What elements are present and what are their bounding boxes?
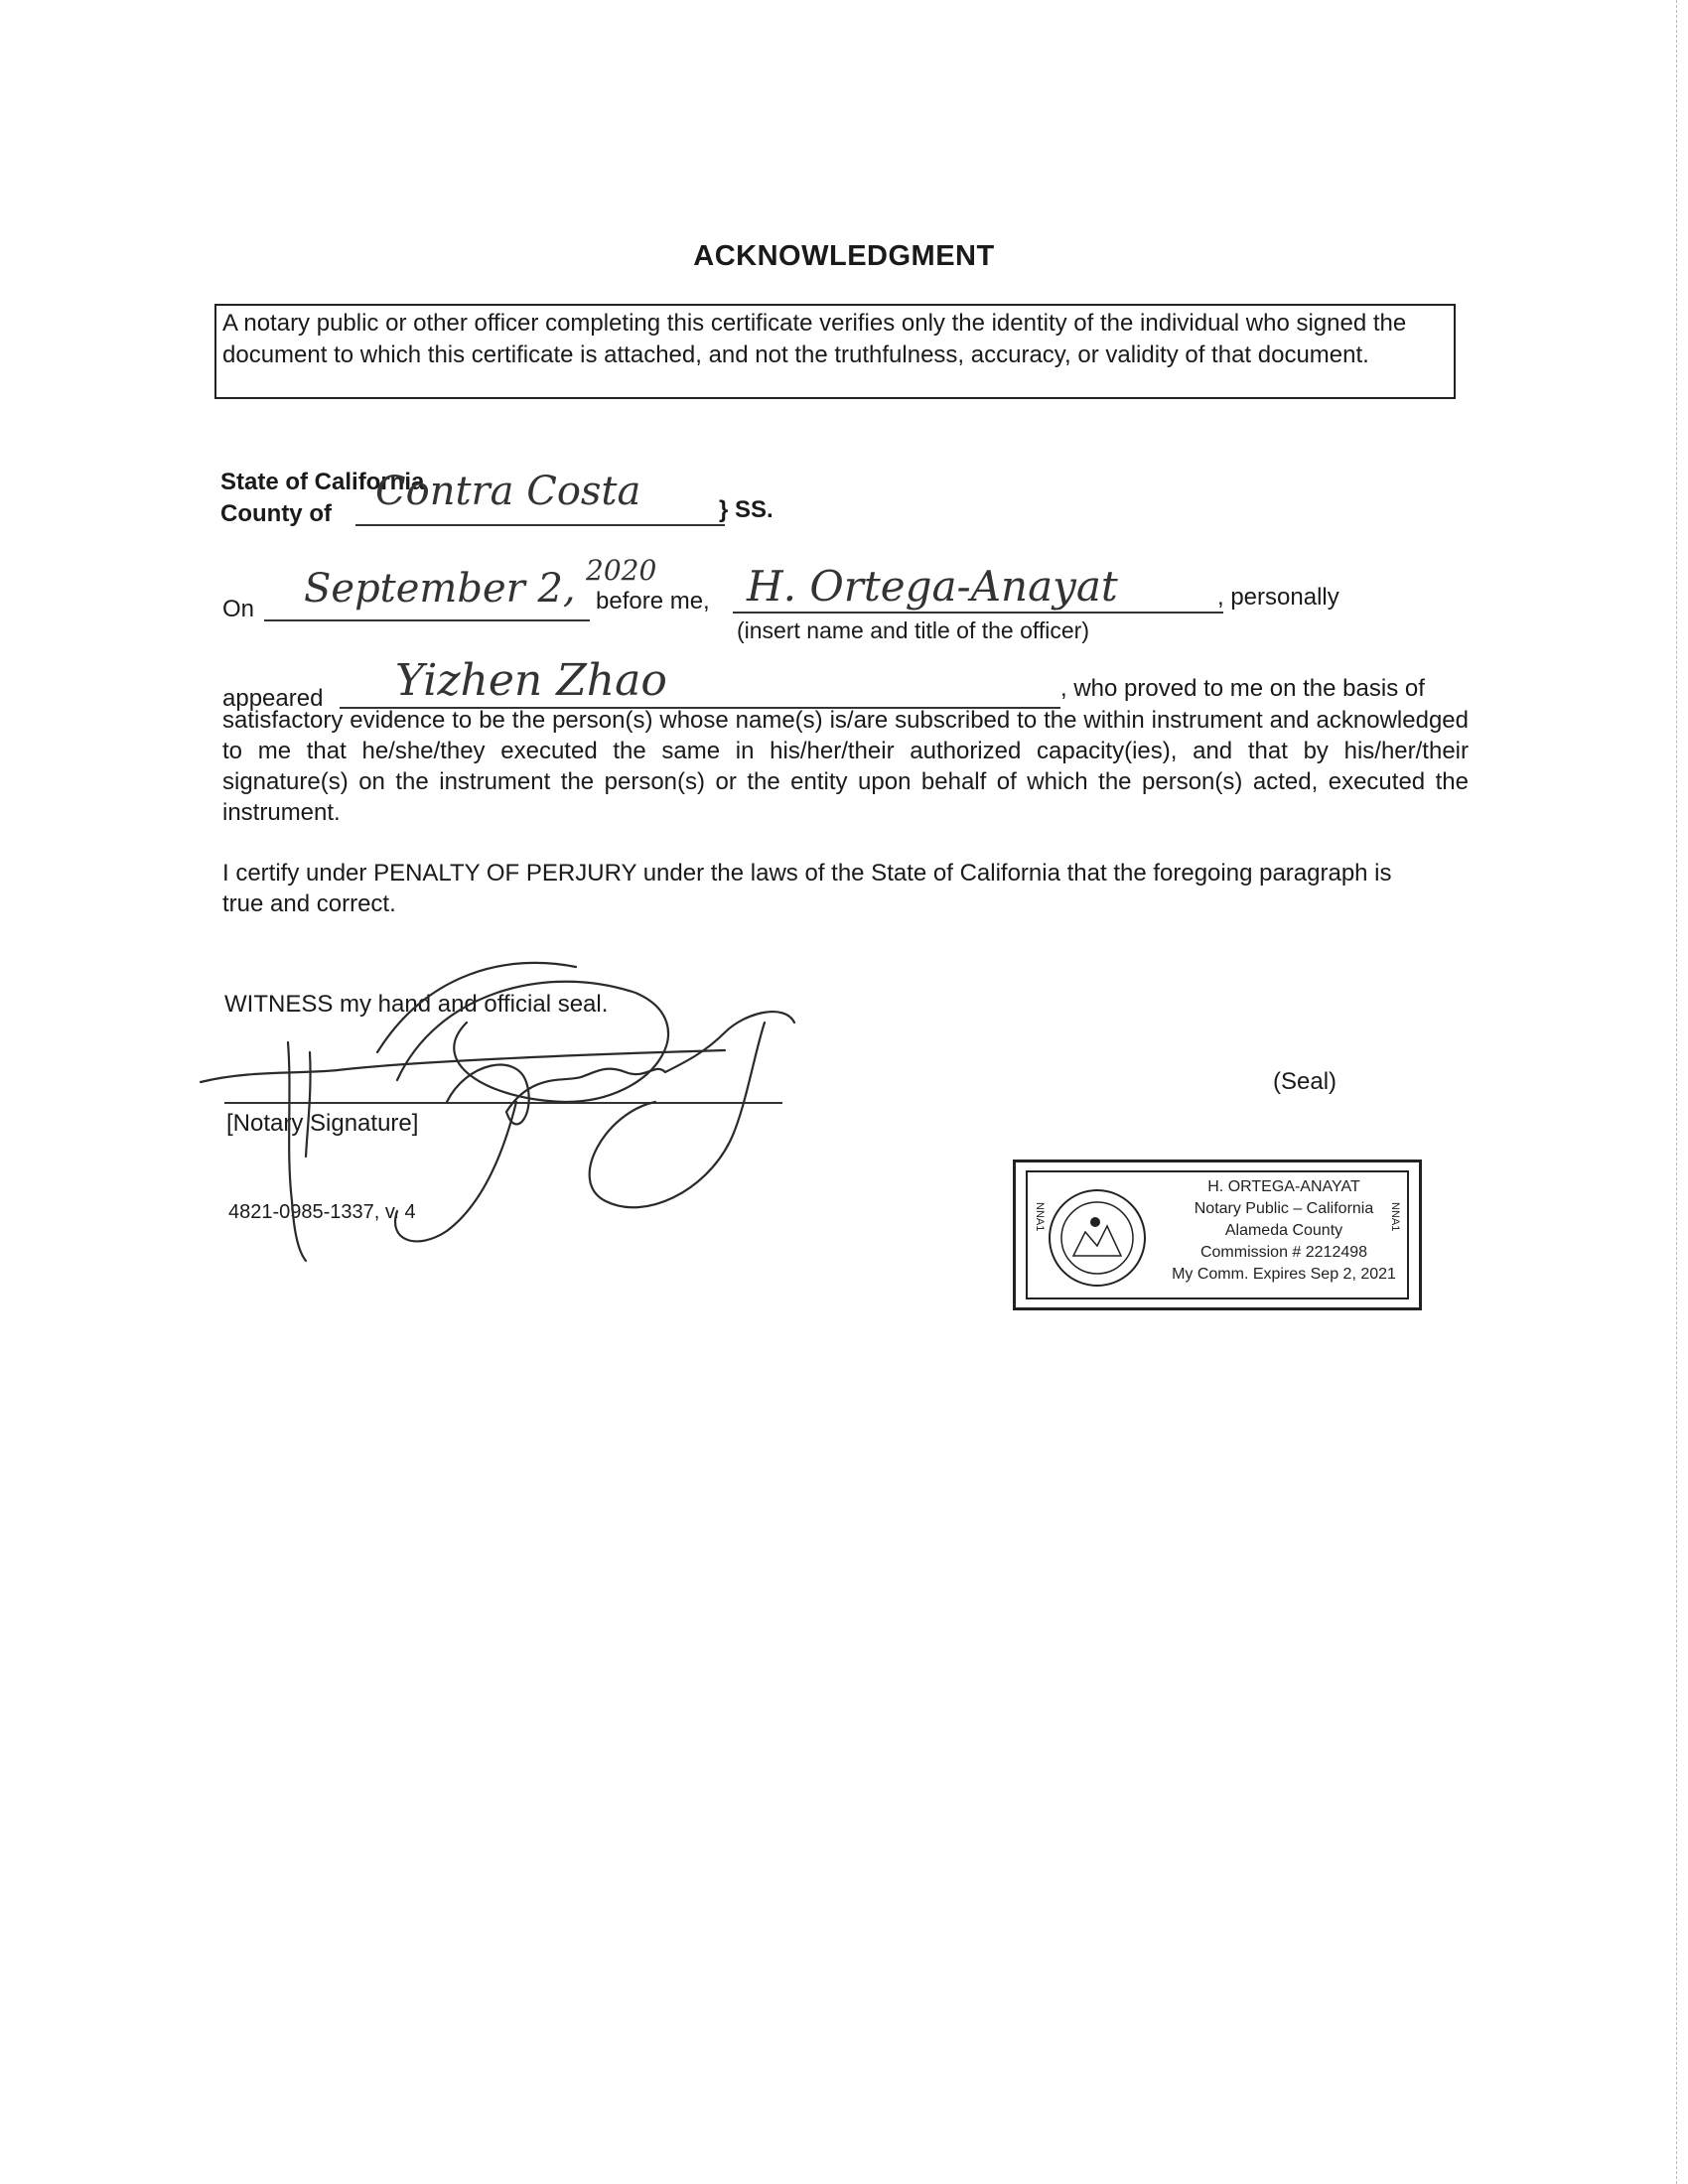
appeared-rest-first-line: , who proved to me on the basis of bbox=[1060, 675, 1425, 702]
date-handwritten: September 2, bbox=[304, 566, 576, 612]
notice-box: A notary public or other officer completing this certificate verifies only the identity of the individual who signed the document to which this certificate is attached, and not the truthfulness, accuracy, or validity of that document. bbox=[214, 304, 1456, 399]
on-label: On bbox=[222, 596, 255, 622]
officer-underline bbox=[733, 612, 1223, 614]
state-seal-icon bbox=[1046, 1186, 1149, 1290]
appeared-label: appeared bbox=[222, 685, 324, 712]
notary-signature-scribble bbox=[189, 953, 923, 1281]
document-title: ACKNOWLEDGMENT bbox=[693, 240, 995, 272]
personally-label: , personally bbox=[1217, 584, 1339, 611]
witness-line: WITNESS my hand and official seal. bbox=[224, 991, 609, 1018]
scan-edge-line bbox=[1676, 0, 1678, 2184]
venue-ss: } SS. bbox=[719, 496, 774, 523]
appeared-name-handwritten: Yizhen Zhao bbox=[395, 655, 667, 706]
document-id: 4821-0985-1337, v. 4 bbox=[228, 1201, 416, 1223]
officer-handwritten: H. Ortega-Anayat bbox=[747, 562, 1118, 611]
notary-stamp bbox=[1013, 1160, 1422, 1310]
stamp-line-commission: Commission # 2212498 bbox=[1199, 1244, 1368, 1261]
county-underline bbox=[355, 524, 725, 526]
stamp-line-name: H. ORTEGA-ANAYAT bbox=[1207, 1178, 1360, 1195]
seal-label: (Seal) bbox=[1273, 1068, 1337, 1095]
stamp-side-code-left: NNA1 bbox=[1034, 1202, 1046, 1232]
county-handwritten: Contra Costa bbox=[375, 469, 641, 514]
year-handwritten: 2020 bbox=[586, 554, 657, 587]
officer-hint: (insert name and title of the officer) bbox=[737, 617, 1089, 643]
stamp-side-code-right: NNA1 bbox=[1389, 1202, 1401, 1232]
venue-state: State of California bbox=[220, 469, 425, 495]
before-me-label: before me, bbox=[596, 588, 710, 614]
stamp-line-title: Notary Public – California bbox=[1194, 1200, 1374, 1217]
stamp-line-county: Alameda County bbox=[1224, 1222, 1343, 1239]
date-underline bbox=[264, 619, 590, 621]
venue-county-label: County of bbox=[220, 500, 332, 527]
appeared-paragraph: satisfactory evidence to be the person(s) whose name(s) is/are subscribed to the within instrument and acknowledged to me that he/she/they executed the same in his/her/their authorized capacity(ies), and that by his/her/their signature(s) on the instrument the person(s) or the entity upon behalf of which the person(s) acted, executed the instrument. bbox=[222, 707, 1469, 826]
stamp-line-expires: My Comm. Expires Sep 2, 2021 bbox=[1172, 1266, 1396, 1283]
perjury-paragraph: I certify under PENALTY OF PERJURY under the laws of the State of California that the foregoing paragraph is true and correct. bbox=[222, 860, 1392, 917]
signature-label: [Notary Signature] bbox=[226, 1110, 419, 1137]
stamp-text-block bbox=[1163, 1176, 1405, 1286]
